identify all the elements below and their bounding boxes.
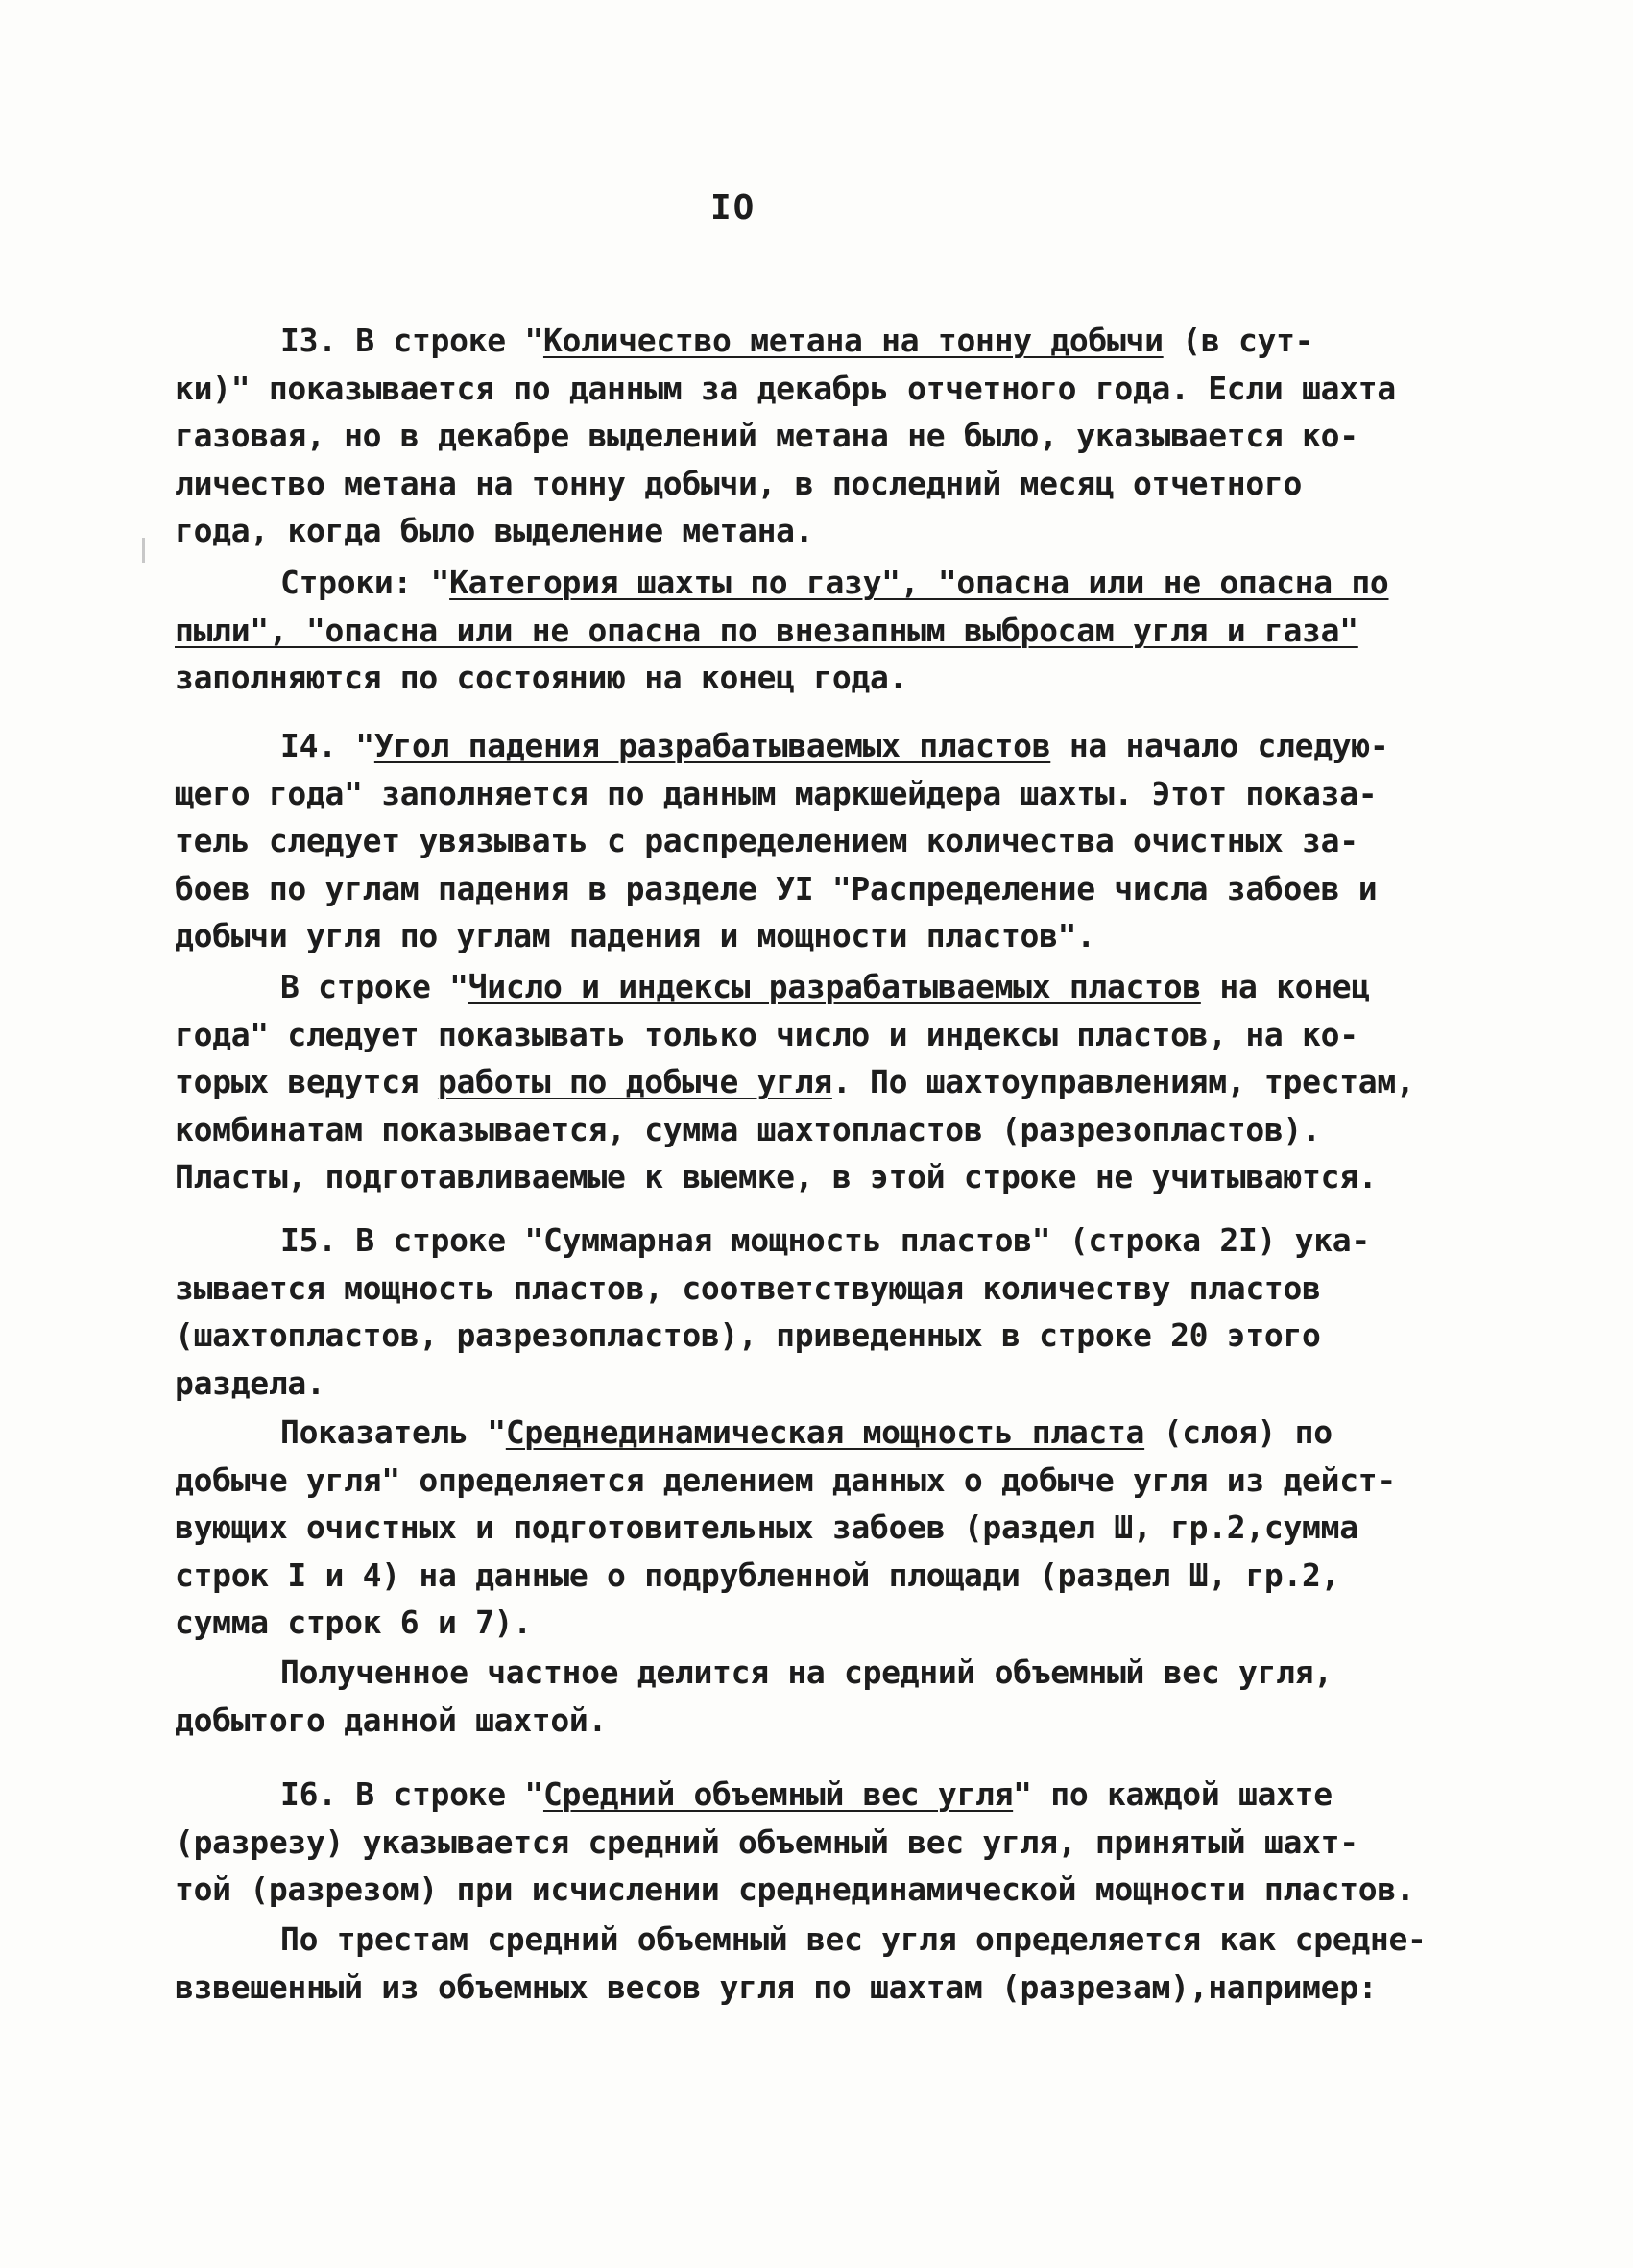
text-run: добычи угля по углам падения и мощности пластов". (175, 917, 1095, 955)
text-run: тель следует увязывать с распределением количества очистных за- (175, 822, 1358, 860)
text-run: боев по углам падения в разделе УI "Распределение числа забоев и (175, 869, 1378, 907)
paragraph-16 (175, 1771, 1480, 1914)
text-run: сумма строк 6 и 7). (175, 1604, 532, 1642)
text-run: газовая, но в декабре выделений метана не было, указывается ко- (175, 417, 1358, 455)
paragraph-14 (175, 722, 1480, 960)
underlined-term: Среднединамическая мощность пласта (505, 1413, 1145, 1451)
text-line (175, 460, 1480, 508)
text-run: ки)" показывается по данным за декабрь отчетного года. Если шахта (175, 369, 1396, 407)
underlined-term: Угол падения разрабатываемых пластов (373, 727, 1051, 764)
paragraph-13 (175, 317, 1480, 555)
text-line (175, 865, 1480, 913)
paragraph-14-seams (175, 963, 1480, 1201)
text-run: года" следует показывать только число и индексы пластов, на ко- (175, 1015, 1358, 1053)
text-line (175, 654, 1480, 702)
text-line (175, 1457, 1480, 1505)
text-line (175, 1866, 1480, 1914)
underlined-term: Количество метана на тонну добычи (542, 322, 1164, 359)
text-run: (слоя) по (1144, 1413, 1333, 1451)
text-run: (шахтопластов, разрезопластов), приведенных в строке 20 этого (175, 1316, 1321, 1355)
text-line (175, 559, 1480, 607)
underlined-term: пыли", "опасна или не опасна по внезапным выбросам угля и газа" (175, 611, 1358, 649)
text-run: Строки: " (280, 564, 450, 601)
text-run: комбинатам показывается, сумма шахтопластов (разрезопластов). (175, 1110, 1321, 1148)
text-line (175, 365, 1480, 413)
text-run: той (разрезом) при исчислении среднединамической мощности пластов. (175, 1870, 1415, 1909)
text-line (175, 1058, 1480, 1106)
text-run: I5. В строке "Суммарная мощность пластов" (строка 2I) ука- (280, 1221, 1370, 1259)
text-run: строк I и 4) на данные о подрубленной площади (раздел Ш, гр.2, (175, 1556, 1340, 1594)
text-run: года, когда было выделение метана. (175, 512, 814, 550)
text-run: В строке " (280, 968, 468, 1005)
text-run: щего года" заполняется по данным маркшейдера шахты. Этот показа- (175, 774, 1378, 812)
text-line (175, 1011, 1480, 1059)
text-run: взвешенный из объемных весов угля по шахтам (разрезам),например: (175, 1967, 1378, 2006)
text-run: заполняются по состоянию на конец года. (175, 659, 908, 697)
text-line (175, 1504, 1480, 1552)
text-line (175, 722, 1480, 770)
paragraph-15-quotient (175, 1649, 1480, 1744)
page-number: IO (710, 188, 756, 228)
underlined-term: работы по добыче угля (437, 1063, 832, 1101)
paragraph-13-rows (175, 559, 1480, 702)
text-line (175, 770, 1480, 818)
text-line (175, 1599, 1480, 1647)
underlined-term: Средний объемный вес угля (542, 1775, 1014, 1813)
text-run: раздела. (175, 1363, 325, 1402)
text-run: Полученное частное делится на средний объемный вес угля, (280, 1653, 1333, 1691)
text-line (175, 1649, 1480, 1697)
text-line (175, 607, 1480, 655)
text-line (175, 1964, 1480, 2012)
text-line (175, 1360, 1480, 1408)
text-run: I3. В строке " (280, 322, 543, 359)
text-run: " по каждой шахте (1013, 1775, 1333, 1813)
text-line (175, 1552, 1480, 1600)
text-run: добыче угля" определяется делением данных о добыче угля из дейст- (175, 1460, 1396, 1499)
text-line (175, 1771, 1480, 1819)
underlined-term: Число и индексы разрабатываемых пластов (468, 968, 1201, 1005)
text-run: I4. " (280, 727, 374, 764)
underlined-term: Категория шахты по газу", "опасна или не опасна по (449, 564, 1389, 601)
text-line (175, 912, 1480, 960)
text-run: . По шахтоуправлениям, трестам, (831, 1063, 1415, 1101)
text-run: торых ведутся (175, 1063, 438, 1101)
text-line (175, 507, 1480, 555)
text-line (175, 817, 1480, 865)
text-line (175, 317, 1480, 365)
text-line (175, 1312, 1480, 1360)
margin-mark (142, 538, 145, 563)
text-run: зывается мощность пластов, соответствующая количеству пластов (175, 1268, 1321, 1307)
text-line (175, 1819, 1480, 1867)
paragraph-15-indicator (175, 1409, 1480, 1647)
text-run: вующих очистных и подготовительных забоев (раздел Ш, гр.2,сумма (175, 1508, 1358, 1547)
text-line (175, 1697, 1480, 1745)
text-line (175, 1217, 1480, 1265)
text-run: на конец (1200, 968, 1370, 1005)
text-line (175, 1916, 1480, 1964)
text-run: По трестам средний объемный вес угля определяется как средне- (280, 1920, 1427, 1958)
text-run: личество метана на тонну добычи, в последний месяц отчетного (175, 464, 1303, 502)
text-line (175, 1153, 1480, 1201)
text-line (175, 963, 1480, 1011)
text-line (175, 1409, 1480, 1457)
text-run: Показатель " (280, 1413, 506, 1451)
text-run: добытого данной шахтой. (175, 1701, 608, 1739)
paragraph-15 (175, 1217, 1480, 1407)
text-run: I6. В строке " (280, 1775, 543, 1813)
text-run: на начало следую- (1050, 727, 1389, 764)
text-run: Пласты, подготавливаемые к выемке, в этой строке не учитываются. (175, 1158, 1378, 1196)
paragraph-16-trusts (175, 1916, 1480, 2011)
text-run: (в сут- (1163, 322, 1314, 359)
text-run: (разрезу) указывается средний объемный вес угля, принятый шахт- (175, 1822, 1358, 1861)
text-line (175, 412, 1480, 460)
text-line (175, 1265, 1480, 1313)
text-line (175, 1106, 1480, 1154)
